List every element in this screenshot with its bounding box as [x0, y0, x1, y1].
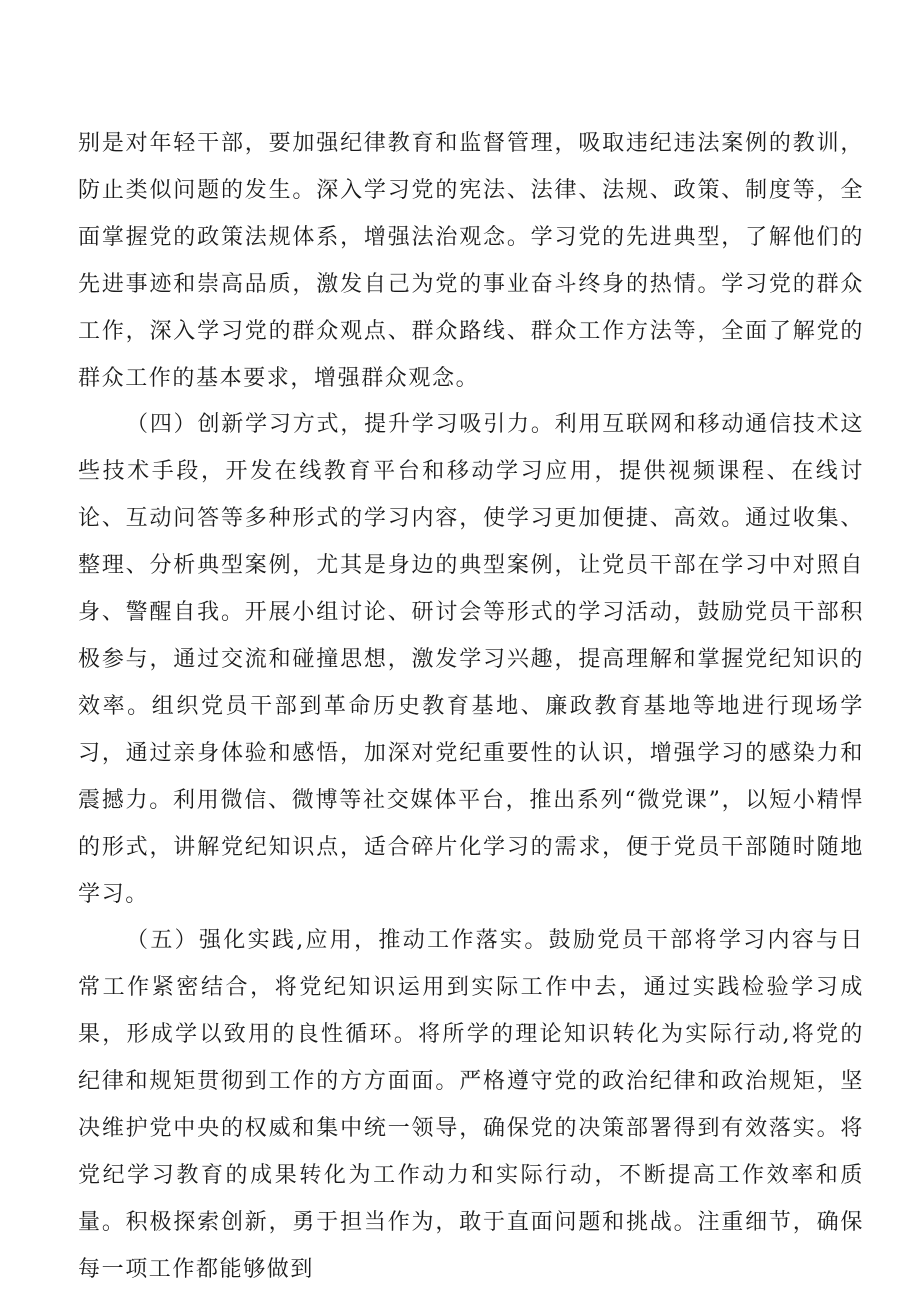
- paragraph-section-4: （四）创新学习方式，提升学习吸引力。利用互联网和移动通信技术这些技术手段，开发在线教育平台和移动学习应用，提供视频课程、在线讨论、互动问答等多种形式的学习内容，使学习更加便捷、高效。通过收集、整理、分析典型案例，尤其是身边的典型案例，让党员干部在学习中对照自身、警醒自我。开展小组讨论、研讨会等形式的学习活动，鼓励党员干部积极参与，通过交流和碰撞思想，激发学习兴趣，提高理解和掌握党纪知识的效率。组织党员干部到革命历史教育基地、廉政教育基地等地进行现场学习，通过亲身体验和感悟，加深对党纪重要性的认识，增强学习的感染力和震撼力。利用微信、微博等社交媒体平台，推出系列“微党课”，以短小精悍的形式，讲解党纪知识点，适合碎片化学习的需求，便于党员干部随时随地学习。: [78, 412, 864, 907]
- paragraph-section-5: （五）强化实践,应用，推动工作落实。鼓励党员干部将学习内容与日常工作紧密结合，将党纪知识运用到实际工作中去，通过实践检验学习成果，形成学以致用的良性循环。将所学的理论知识转化为实际行动,将党的纪律和规矩贯彻到工作的方方面面。严格遵守党的政治纪律和政治规矩，坚决维护党中央的权威和集中统一领导，确保党的决策部署得到有效落实。将党纪学习教育的成果转化为工作动力和实际行动，不断提高工作效率和质量。积极探索创新，勇于担当作为，敢于直面问题和挑战。注重细节，确保每一项工作都能够做到: [78, 928, 864, 1282]
- paragraph-continuation: 别是对年轻干部，要加强纪律教育和监督管理，吸取违纪违法案例的教训，防止类似问题的发生。深入学习党的宪法、法律、法规、政策、制度等，全面掌握党的政策法规体系，增强法治观念。学习党的先进典型，了解他们的先进事迹和崇高品质，激发自己为党的事业奋斗终身的热情。学习党的群众工作，深入学习党的群众观点、群众路线、群众工作方法等，全面了解党的群众工作的基本要求，增强群众观念。: [78, 131, 864, 391]
- document-body: [78, 121, 864, 1294]
